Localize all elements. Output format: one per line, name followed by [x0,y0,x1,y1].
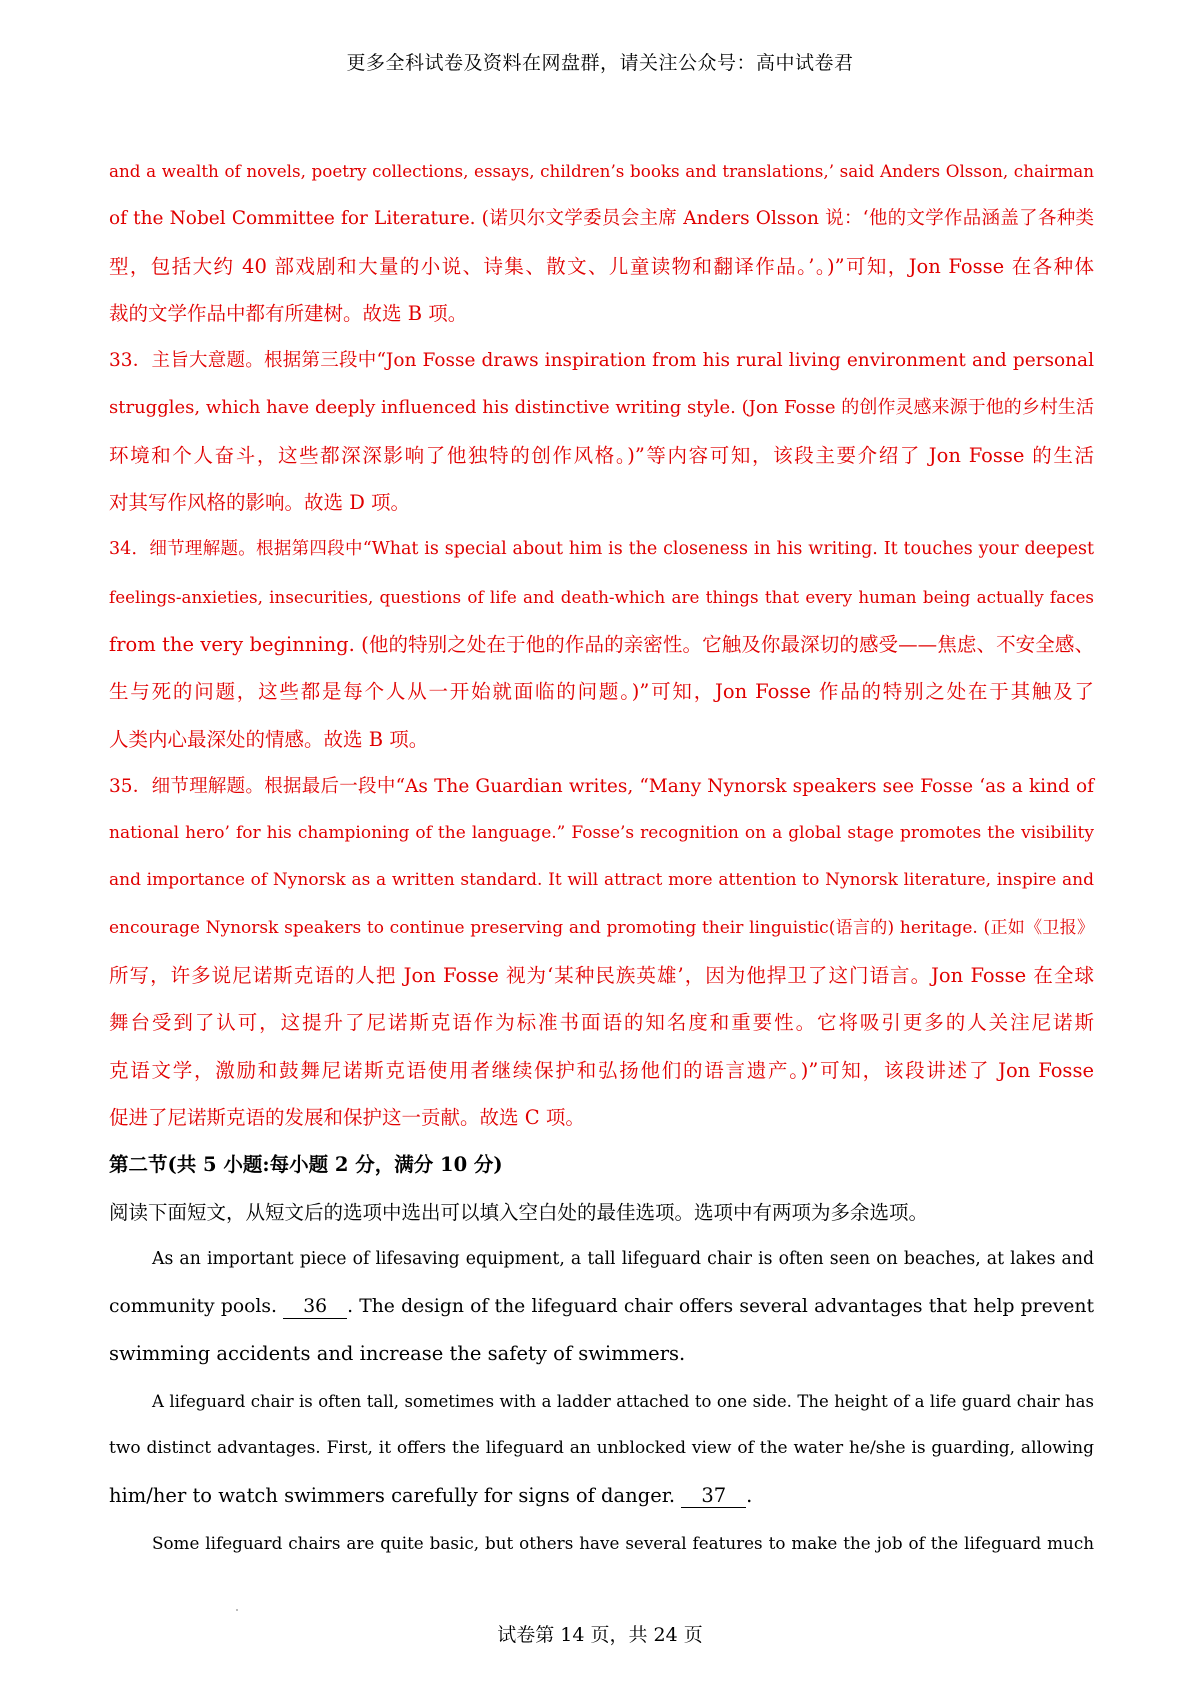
passage-p1-line-1: As an important piece of lifesaving equipment, a tall lifeguard chair is often seen on beaches, at lakes and [152,1248,1094,1269]
answer-line: 舞台受到了认可，这提升了尼诺斯克语作为标准书面语的知名度和重要性。它将吸引更多的人关注尼诺斯 [109,1011,1094,1035]
passage-p2-line-2: two distinct advantages. First, it offers the lifeguard an unblocked view of the water he/she is guarding, allowing [109,1438,1094,1459]
answer-33 [109,337,1094,526]
passage-paragraph-3 [109,1520,1094,1567]
blank-36: 36 [283,1296,347,1319]
answer-line: 33．主旨大意题。根据第三段中“Jon Fosse draws inspiration from his rural living environment and personal [109,350,1094,372]
blank-37: 37 [681,1485,746,1508]
answer-line: and importance of Nynorsk as a written standard. It will attract more attention to Nynorsk literature, inspire and [109,870,1094,891]
answer-line: of the Nobel Committee for Literature. (诺贝尔文学委员会主席 Anders Olsson 说：‘他的文学作品涵盖了各种类 [109,208,1094,230]
answer-line: 对其写作风格的影响。故选 D 项。 [109,491,411,515]
page-footer: 试卷第 14 页，共 24 页 [497,1624,703,1646]
answer-line: 克语文学，激励和鼓舞尼诺斯克语使用者继续保护和弘扬他们的语言遗产。)”可知，该段讲述了 Jon Fosse [109,1058,1094,1082]
answer-line: struggles, which have deeply influenced his distinctive writing style. (Jon Fosse 的创作灵感来源于他的乡村生活 [109,397,1094,419]
passage-paragraph-1 [109,1236,1094,1378]
answer-line: feelings-anxieties, insecurities, questions of life and death-which are things that every human being actually faces [109,586,1094,607]
answer-line: 裁的文学作品中都有所建树。故选 B 项。 [109,301,468,325]
passage-p1-line-3: swimming accidents and increase the safety of swimmers. [109,1342,686,1366]
passage-p2-text: him/her to watch swimmers carefully for signs of danger. [109,1484,682,1508]
answer-line: from the very beginning. (他的特别之处在于他的作品的亲密性。它触及你最深切的感受——焦虑、不安全感、 [109,632,1094,656]
answer-35 [109,763,1094,1141]
passage-p1-line-2 [109,1283,1094,1330]
answer-line: 生与死的问题，这些都是每个人从一开始就面临的问题。)”可知，Jon Fosse 作品的特别之处在于其触及了 [109,680,1094,704]
passage-p2-text: . [746,1484,753,1508]
page-header: 更多全科试卷及资料在网盘群，请关注公众号：高中试卷君 [346,52,854,74]
answer-line: national hero’ for his championing of the language.” Fosse’s recognition on a global stage promotes the visibility [109,823,1094,844]
passage-p2-line-1: A lifeguard chair is often tall, sometimes with a ladder attached to one side. The height of a life guard chair has [152,1391,1094,1411]
answer-line: 环境和个人奋斗，这些都深深影响了他独特的创作风格。)”等内容可知，该段主要介绍了 Jon Fosse 的生活 [109,443,1094,467]
passage-p1-text: community pools. [109,1296,284,1318]
passage-p3-line-1: Some lifeguard chairs are quite basic, but others have several features to make the job of the lifeguard much [152,1532,1094,1553]
passage-paragraph-2 [109,1378,1094,1520]
answer-line: 型，包括大约 40 部戏剧和大量的小说、诗集、散文、儿童读物和翻译作品。’。)”可知，Jon Fosse 在各种体 [109,254,1094,278]
answer-34 [109,526,1094,762]
answer-line: and a wealth of novels, poetry collections, essays, children’s books and translations,’ said Anders Olsson, chairman [109,161,1094,181]
answer-line: 34．细节理解题。根据第四段中“What is special about him is the closeness in his writing. It touches your deepest [109,539,1094,560]
passage-p2-line-3 [109,1472,1094,1519]
answer-line: 人类内心最深处的情感。故选 B 项。 [109,727,429,751]
scan-speck [236,1609,238,1611]
answer-32-continued [109,148,1094,337]
answer-line: 促进了尼诺斯克语的发展和保护这一贡献。故选 C 项。 [109,1105,585,1129]
section-2-title: 第二节(共 5 小题:每小题 2 分，满分 10 分) [109,1153,503,1177]
answer-line: 35．细节理解题。根据最后一段中“As The Guardian writes, “Many Nynorsk speakers see Fosse ‘as a kind of [109,775,1094,797]
answer-line: encourage Nynorsk speakers to continue preserving and promoting their linguistic(语言的) heritage. (正如《卫报》 [109,917,1094,938]
page-content [109,148,1094,1567]
answer-line: 所写，许多说尼诺斯克语的人把 Jon Fosse 视为‘某种民族英雄’，因为他捍卫了这门语言。Jon Fosse 在全球 [109,964,1094,988]
section-2-instruction: 阅读下面短文，从短文后的选项中选出可以填入空白处的最佳选项。选项中有两项为多余选项。 [109,1200,929,1224]
passage-p1-text: . The design of the lifeguard chair offers several advantages that help prevent [347,1296,1095,1318]
